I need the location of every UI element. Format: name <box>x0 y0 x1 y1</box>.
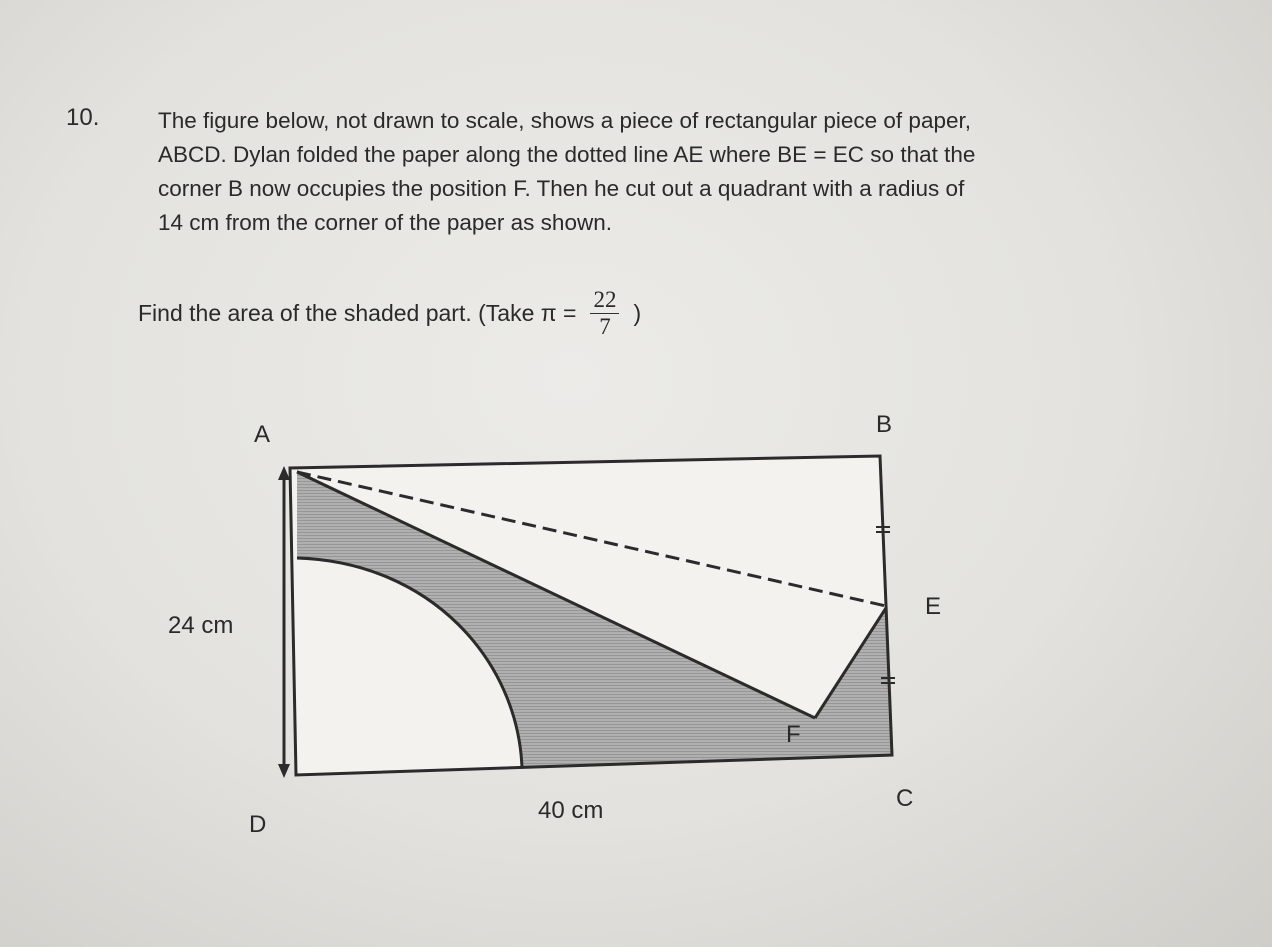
label-b: B <box>876 411 893 438</box>
label-height: 24 cm <box>168 612 234 639</box>
question-line-4: 14 cm from the corner of the paper as shown. <box>158 210 612 235</box>
height-arrow-top <box>278 466 290 480</box>
question-line-2: ABCD. Dylan folded the paper along the dotted line AE where BE = EC so that the <box>158 142 976 167</box>
pi-numerator: 22 <box>590 287 619 314</box>
label-d: D <box>249 811 267 838</box>
label-e: E <box>925 593 942 620</box>
question-line-3: corner B now occupies the position F. Then he cut out a quadrant with a radius of <box>158 176 965 201</box>
question-number: 10. <box>66 104 100 131</box>
find-text: Find the area of the shaded part. (Take π = <box>138 300 577 326</box>
height-arrow-bottom <box>278 764 290 778</box>
label-f: F <box>786 721 801 748</box>
label-c: C <box>896 785 914 812</box>
label-a: A <box>254 421 271 448</box>
question-line-1: The figure below, not drawn to scale, shows a piece of rectangular piece of paper, <box>158 108 971 133</box>
find-closing-paren: ) <box>633 300 642 326</box>
label-width: 40 cm <box>538 797 604 824</box>
pi-denominator: 7 <box>599 314 611 339</box>
